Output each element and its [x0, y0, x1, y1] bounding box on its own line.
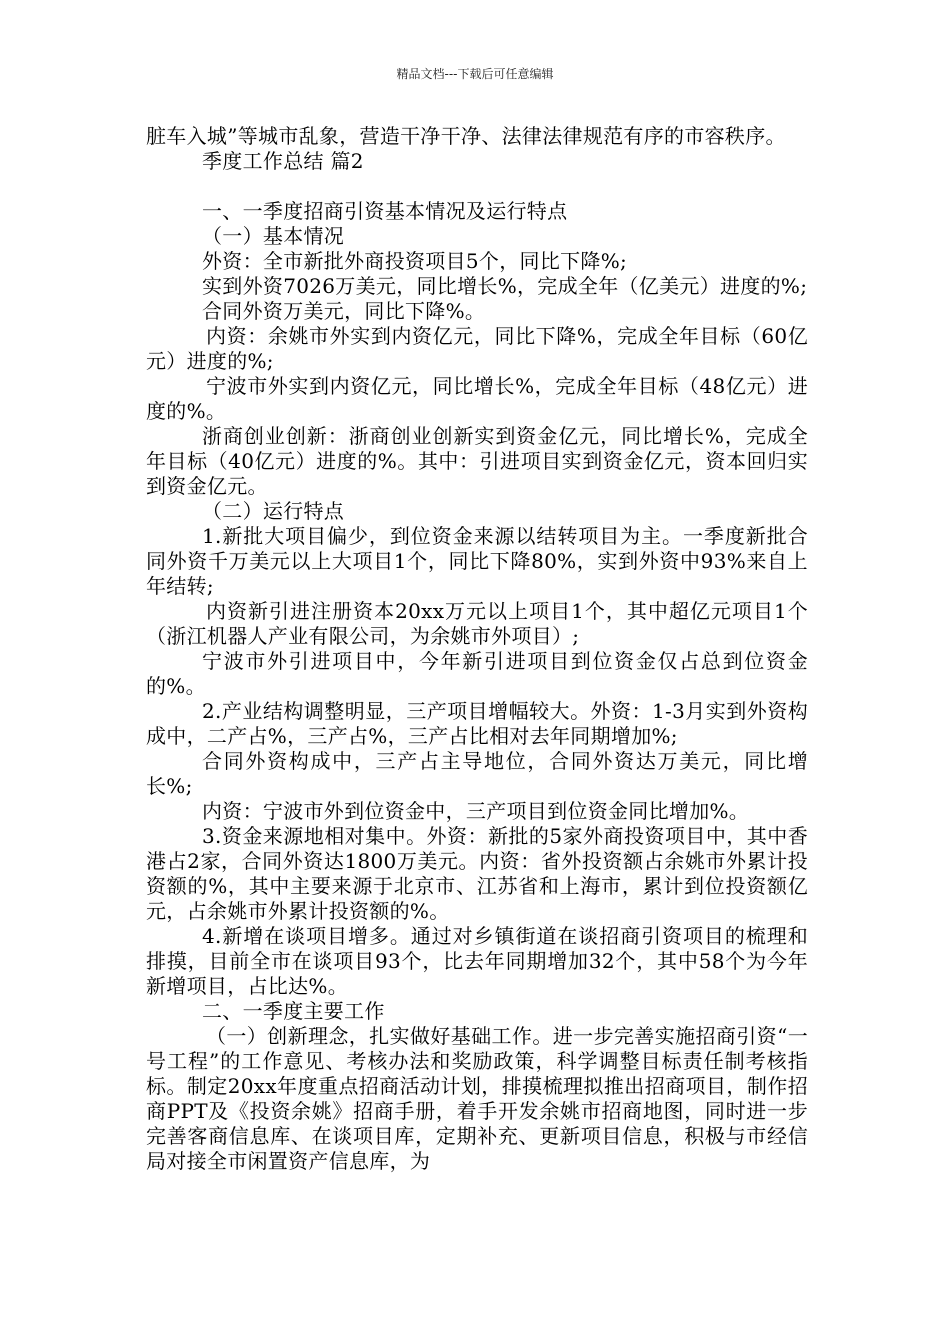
paragraph: 3.资金来源地相对集中。外资：新批的5家外商投资项目中，其中香港占2家，合同外资达1800万美元。内资：省外投资额占余姚市外累计投资额的%，其中主要来源于北京市、江苏省和上海市，累计到位投资额亿元，占余姚市外累计投资额的%。 [146, 824, 808, 923]
page-header: 精品文档---下载后可任意编辑 [396, 67, 554, 81]
paragraph: 内资新引进注册资本20xx万元以上项目1个，其中超亿元项目1个（浙江机器人产业有限公司，为余姚市外项目）; [146, 599, 808, 648]
paragraph: （一）创新理念，扎实做好基础工作。进一步完善实施招商引资“一号工程”的工作意见、考核办法和奖励政策，科学调整目标责任制考核指标。制定20xx年度重点招商活动计划，排摸梳理拟推出招商项目，制作招商PPT及《投资余姚》招商手册，着手开发余姚市招商地图，同时进一步完善客商信息库、在谈项目库，定期补充、更新项目信息，积极与市经信局对接全市闲置资产信息库，为 [146, 1024, 808, 1173]
paragraph: 脏车入城”等城市乱象，营造干净干净、法律法律规范有序的市容秩序。 [146, 124, 786, 148]
paragraph: 4.新增在谈项目增多。通过对乡镇街道在谈招商引资项目的梳理和排摸，目前全市在谈项目93个，比去年同期增加32个，其中58个为今年新增项目，占比达%。 [146, 924, 808, 998]
paragraph: 合同外资万美元，同比下降%。 [202, 299, 486, 323]
document-body [146, 124, 808, 1174]
paragraph: 宁波市外引进项目中，今年新引进项目到位资金仅占总到位资金的%。 [146, 649, 808, 698]
paragraph: （二）运行特点 [202, 499, 345, 523]
paragraph: 宁波市外实到内资亿元，同比增长%，完成全年目标（48亿元）进度的%。 [146, 374, 808, 423]
paragraph: 内资：余姚市外实到内资亿元，同比下降%，完成全年目标（60亿元）进度的%; [146, 324, 808, 373]
paragraph: 外资：全市新批外商投资项目5个，同比下降%; [202, 249, 628, 273]
paragraph: 内资：宁波市外到位资金中，三产项目到位资金同比增加%。 [202, 799, 750, 823]
paragraph: 合同外资构成中，三产占主导地位，合同外资达万美元，同比增长%; [146, 749, 808, 798]
paragraph: 一、一季度招商引资基本情况及运行特点 [202, 199, 568, 223]
paragraph: （一）基本情况 [202, 224, 345, 248]
paragraph: 浙商创业创新：浙商创业创新实到资金亿元，同比增长%，完成全年目标（40亿元）进度的%。其中：引进项目实到资金亿元，资本回归实到资金亿元。 [146, 424, 808, 498]
paragraph: 1.新批大项目偏少，到位资金来源以结转项目为主。一季度新批合同外资千万美元以上大项目1个，同比下降80%，实到外资中93%来自上年结转; [146, 524, 808, 598]
paragraph: 二、一季度主要工作 [202, 999, 385, 1023]
paragraph: 2.产业结构调整明显，三产项目增幅较大。外资：1-3月实到外资构成中，二产占%，三产占%，三产占比相对去年同期增加%; [146, 699, 808, 748]
paragraph: 季度工作总结 篇2 [202, 149, 364, 173]
paragraph: 实到外资7026万美元，同比增长%，完成全年（亿美元）进度的%; [202, 274, 808, 298]
